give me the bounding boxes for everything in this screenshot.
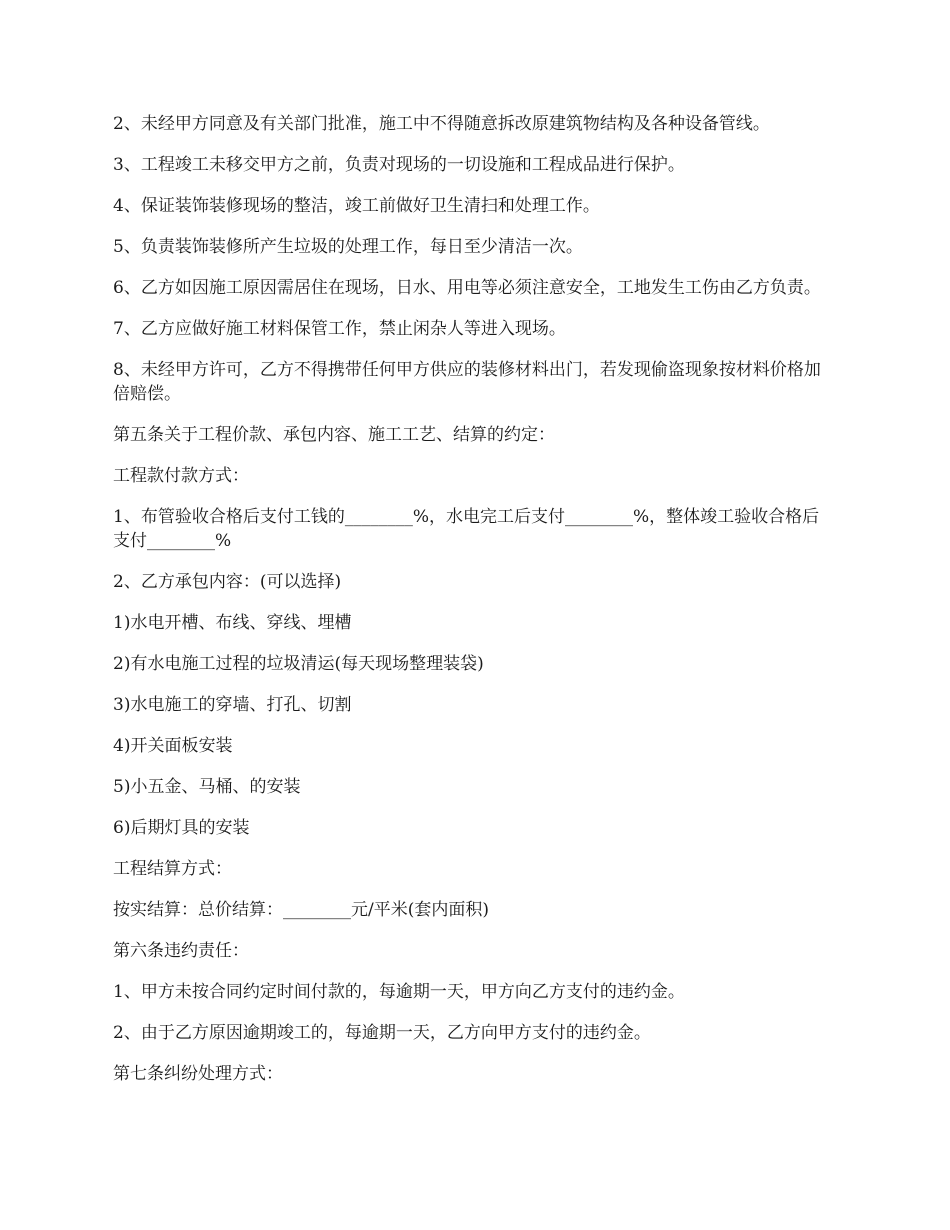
clause-2-no-structural-changes: 2、未经甲方同意及有关部门批准，施工中不得随意拆改原建筑物结构及各种设备管线。	[113, 114, 770, 134]
clause-5-waste-disposal: 5、负责装饰装修所产生垃圾的处理工作，每日至少清洁一次。	[113, 237, 583, 257]
clause-4-site-cleanliness: 4、保证装饰装修现场的整洁，竣工前做好卫生清扫和处理工作。	[113, 196, 600, 216]
clause-6-onsite-safety: 6、乙方如因施工原因需居住在现场，日水、用电等必须注意安全，工地发生工伤由乙方负责。	[113, 278, 821, 298]
scope-item-5: 5)小五金、马桶、的安装	[113, 777, 301, 797]
payment-schedule: 1、布管验收合格后支付工钱的________%，水电完工后支付________%，整体竣工验收合格后支付________%	[113, 507, 820, 551]
article-5-heading: 第五条关于工程价款、承包内容、施工工艺、结算的约定：	[113, 425, 555, 445]
scope-item-6: 6)后期灯具的安装	[113, 818, 250, 838]
clause-7-material-custody: 7、乙方应做好施工材料保管工作，禁止闲杂人等进入现场。	[113, 319, 566, 339]
article-7-heading: 第七条纠纷处理方式：	[113, 1064, 283, 1084]
scope-item-2: 2)有水电施工过程的垃圾清运(每天现场整理装袋)	[113, 654, 484, 674]
breach-party-b: 2、由于乙方原因逾期竣工的，每逾期一天，乙方向甲方支付的违约金。	[113, 1023, 651, 1043]
settlement-method-heading: 工程结算方式：	[113, 859, 232, 879]
clause-3-site-protection: 3、工程竣工未移交甲方之前，负责对现场的一切设施和工程成品进行保护。	[113, 155, 685, 175]
scope-item-4: 4)开关面板安装	[113, 736, 233, 756]
payment-method-heading: 工程款付款方式：	[113, 466, 249, 486]
article-6-heading: 第六条违约责任：	[113, 941, 249, 961]
breach-party-a: 1、甲方未按合同约定时间付款的，每逾期一天，甲方向乙方支付的违约金。	[113, 982, 685, 1002]
scope-item-3: 3)水电施工的穿墙、打孔、切割	[113, 695, 352, 715]
settlement-rate: 按实结算：总价结算：________元/平米(套内面积)	[113, 900, 489, 920]
document-page	[113, 112, 833, 1103]
clause-8-material-theft: 8、未经甲方许可，乙方不得携带任何甲方供应的装修材料出门，若发现偷盗现象按材料价格加倍赔偿。	[113, 360, 821, 404]
contract-scope-heading: 2、乙方承包内容：(可以选择)	[113, 572, 342, 592]
scope-item-1: 1)水电开槽、布线、穿线、埋槽	[113, 613, 352, 633]
